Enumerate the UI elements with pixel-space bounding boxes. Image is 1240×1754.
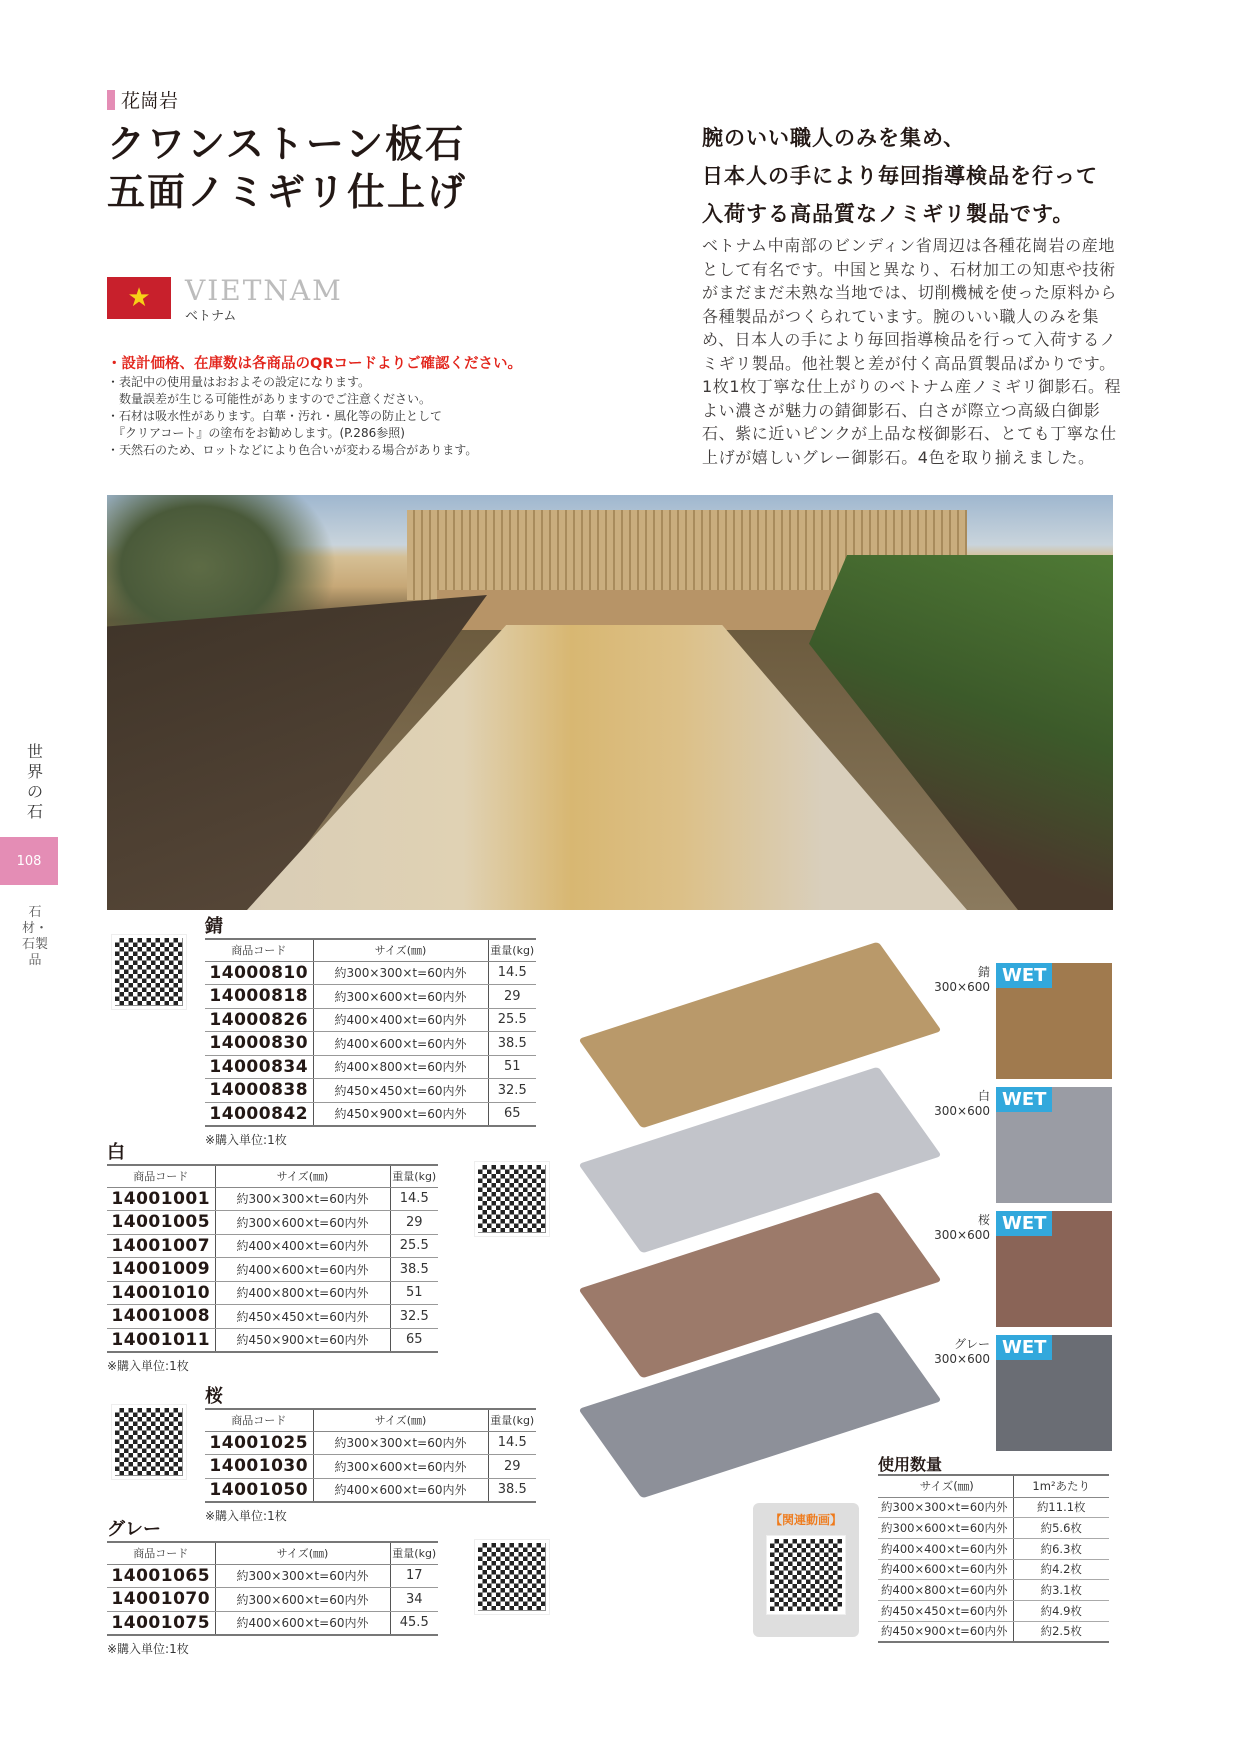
chapter-label: 石材・石製品 bbox=[22, 905, 49, 968]
product-table-sabi bbox=[205, 912, 536, 1148]
table-row: 14000810 約300×300×t=60内外 14.5 bbox=[205, 961, 536, 985]
table-row: 14000842 約450×900×t=60内外 65 bbox=[205, 1102, 536, 1126]
notice-qr: ・設計価格、在庫数は各商品のQRコードよりご確認ください。 bbox=[107, 356, 522, 372]
spec-table bbox=[205, 938, 536, 1127]
title-line-2: 五面ノミギリ仕上げ bbox=[107, 170, 468, 214]
headline-line: 日本人の手により毎回指導検品を行って bbox=[702, 164, 1098, 188]
swatch-sabi bbox=[996, 963, 1112, 1079]
spec-table bbox=[107, 1164, 438, 1353]
wet-badge: WET bbox=[996, 963, 1052, 988]
color-name: 白 bbox=[107, 1142, 125, 1163]
stone-slabs-image bbox=[570, 920, 930, 1480]
usage-table bbox=[878, 1474, 1109, 1643]
swatch-sakura bbox=[996, 1211, 1112, 1327]
table-row: 約300×300×t=60内外 約11.1枚 bbox=[878, 1497, 1109, 1518]
table-row: 約300×600×t=60内外 約5.6枚 bbox=[878, 1518, 1109, 1539]
wet-badge: WET bbox=[996, 1335, 1052, 1360]
table-row: 14001008 約450×450×t=60内外 32.5 bbox=[107, 1305, 438, 1329]
title-line-1: クワンストーン板石 bbox=[107, 122, 466, 166]
header-weight: 重量(kg) bbox=[488, 939, 536, 961]
category-label bbox=[107, 86, 178, 113]
header-weight: 重量(kg) bbox=[390, 1542, 438, 1564]
header-weight: 重量(kg) bbox=[390, 1165, 438, 1187]
table-row: 14000830 約400×600×t=60内外 38.5 bbox=[205, 1032, 536, 1056]
header-code: 商品コード bbox=[205, 1409, 313, 1431]
product-table-gray bbox=[107, 1515, 438, 1657]
wet-badge: WET bbox=[996, 1211, 1052, 1236]
table-row: 約400×600×t=60内外 約4.2枚 bbox=[878, 1559, 1109, 1580]
description: ベトナム中南部のビンディン省周辺は各種花崗岩の産地として有名です。中国と異なり、石材加工の知恵や技術がまだまだ未熟な当地では、切削機械を使った原料から各種製品がつくられています。腕のいい職人のみを集め、日本人の手により毎回指導検品を行って入荷するノミギリ製品。他社製と差が付く高品質製品ばかりです。1枚1枚丁寧な仕上がりのベトナム産ノミギリ御影石。程よい濃さが魅力の錆御影石、白さが際立つ高級白御影石、紫に近いピンクが上品な桜御影石、とても丁寧な仕上げが嬉しいグレー御影石。4色を取り揃えました。 bbox=[702, 236, 1122, 467]
table-row: 14000838 約450×450×t=60内外 32.5 bbox=[205, 1079, 536, 1103]
product-table-sakura bbox=[205, 1382, 536, 1524]
category-marker bbox=[107, 90, 115, 110]
table-row: 約400×400×t=60内外 約6.3枚 bbox=[878, 1538, 1109, 1559]
table-row: 14000826 約400×400×t=60内外 25.5 bbox=[205, 1008, 536, 1032]
qr-code-video[interactable] bbox=[767, 1536, 845, 1614]
related-video-box[interactable] bbox=[753, 1503, 859, 1637]
note-item: 『クリアコート』の塗布をお勧めします。(P.286参照) bbox=[107, 426, 405, 440]
swatch-shiro bbox=[996, 1087, 1112, 1203]
header-size: サイズ(㎜) bbox=[215, 1542, 390, 1564]
spec-table bbox=[205, 1408, 536, 1503]
page-title bbox=[107, 120, 467, 216]
page-number: 108 bbox=[0, 837, 58, 885]
headline-line: 腕のいい職人のみを集め、 bbox=[702, 126, 966, 150]
purchase-unit: ※購入単位:1枚 bbox=[205, 1508, 287, 1523]
table-row: 14001025 約300×300×t=60内外 14.5 bbox=[205, 1431, 536, 1455]
section-label: 世界の石 bbox=[26, 742, 43, 821]
wet-badge: WET bbox=[996, 1087, 1052, 1112]
country-name-en: VIETNAM bbox=[185, 274, 343, 307]
spec-table bbox=[107, 1541, 438, 1636]
header-code: 商品コード bbox=[205, 939, 313, 961]
header-code: 商品コード bbox=[107, 1165, 215, 1187]
note-item: ・天然石のため、ロットなどにより色合いが変わる場合があります。 bbox=[107, 443, 478, 457]
table-row: 約450×900×t=60内外 約2.5枚 bbox=[878, 1621, 1109, 1642]
table-row: 約400×800×t=60内外 約3.1枚 bbox=[878, 1580, 1109, 1601]
swatch-label: 白 300×600 bbox=[934, 1089, 990, 1118]
color-name: 桜 bbox=[205, 1386, 223, 1407]
note-item: ・石材は吸水性があります。白華・汚れ・風化等の防止として bbox=[107, 409, 443, 423]
table-row: 14001075 約400×600×t=60内外 45.5 bbox=[107, 1611, 438, 1635]
note-item: ・表記中の使用量はおおよその設定になります。 bbox=[107, 375, 371, 389]
color-name: グレー bbox=[107, 1519, 161, 1540]
header-weight: 重量(kg) bbox=[488, 1409, 536, 1431]
qr-code-shiro[interactable] bbox=[475, 1162, 549, 1236]
table-row: 14001010 約400×800×t=60内外 51 bbox=[107, 1281, 438, 1305]
table-row: 14001011 約450×900×t=60内外 65 bbox=[107, 1328, 438, 1352]
header-code: 商品コード bbox=[107, 1542, 215, 1564]
swatch-label: グレー 300×600 bbox=[934, 1337, 990, 1366]
table-row: 14001001 約300×300×t=60内外 14.5 bbox=[107, 1187, 438, 1211]
notes bbox=[107, 354, 522, 459]
header-per-m2: 1m²あたり bbox=[1013, 1475, 1109, 1497]
swatch-gray bbox=[996, 1335, 1112, 1451]
country-block bbox=[107, 274, 343, 324]
table-row: 14001065 約300×300×t=60内外 17 bbox=[107, 1564, 438, 1588]
usage-title: 使用数量 bbox=[878, 1455, 943, 1474]
table-row: 約450×450×t=60内外 約4.9枚 bbox=[878, 1600, 1109, 1621]
table-row: 14001070 約300×600×t=60内外 34 bbox=[107, 1588, 438, 1612]
header-size: サイズ(㎜) bbox=[313, 939, 488, 961]
headline-line: 入荷する高品質なノミギリ製品です。 bbox=[702, 202, 1075, 226]
swatch-label: 桜 300×600 bbox=[934, 1213, 990, 1242]
purchase-unit: ※購入単位:1枚 bbox=[107, 1358, 189, 1373]
table-row: 14001050 約400×600×t=60内外 38.5 bbox=[205, 1478, 536, 1502]
related-video-label: 【関連動画】 bbox=[769, 1513, 842, 1527]
table-row: 14001005 約300×600×t=60内外 29 bbox=[107, 1211, 438, 1235]
note-item: 数量誤差が生じる可能性がありますのでご注意ください。 bbox=[107, 392, 432, 406]
qr-code-sabi[interactable] bbox=[112, 935, 186, 1009]
purchase-unit: ※購入単位:1枚 bbox=[205, 1132, 287, 1147]
table-row: 14001007 約400×400×t=60内外 25.5 bbox=[107, 1234, 438, 1258]
purchase-unit: ※購入単位:1枚 bbox=[107, 1641, 189, 1656]
category-text: 花崗岩 bbox=[121, 90, 179, 112]
product-table-shiro bbox=[107, 1138, 438, 1374]
header-size: サイズ(㎜) bbox=[215, 1165, 390, 1187]
table-row: 14001009 約400×600×t=60内外 38.5 bbox=[107, 1258, 438, 1282]
swatch-label: 錆 300×600 bbox=[934, 965, 990, 994]
table-row: 14000818 約300×600×t=60内外 29 bbox=[205, 985, 536, 1009]
color-name: 錆 bbox=[205, 916, 223, 937]
qr-code-gray[interactable] bbox=[475, 1540, 549, 1614]
headline bbox=[702, 119, 1098, 233]
header-size: サイズ(㎜) bbox=[878, 1475, 1013, 1497]
table-row: 14001030 約300×600×t=60内外 29 bbox=[205, 1455, 536, 1479]
table-row: 14000834 約400×800×t=60内外 51 bbox=[205, 1055, 536, 1079]
usage-table-wrap bbox=[878, 1474, 1109, 1643]
garden-path-photo bbox=[107, 495, 1113, 910]
header-size: サイズ(㎜) bbox=[313, 1409, 488, 1431]
vietnam-flag-icon: ★ bbox=[107, 277, 171, 319]
qr-code-sakura[interactable] bbox=[112, 1405, 186, 1479]
country-name-jp: ベトナム bbox=[185, 309, 237, 324]
